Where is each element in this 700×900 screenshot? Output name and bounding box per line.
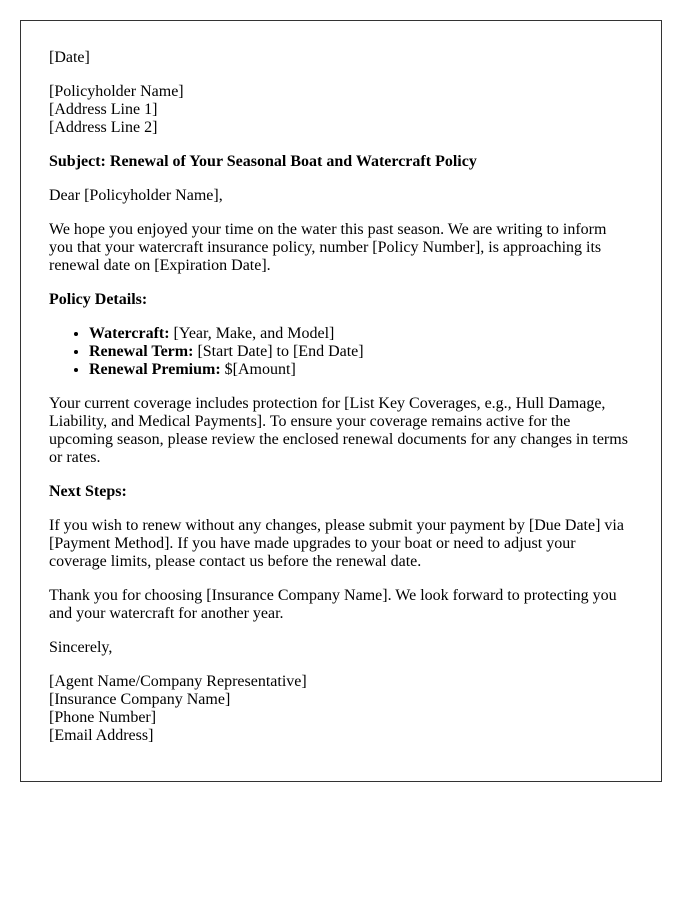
coverage-paragraph: Your current coverage includes protection for [List Key Coverages, e.g., Hull Damage, Liability, and Medical Payments]. To ensure your coverage remains active for the upcoming season, please review the enclosed renewal documents for any changes in terms or rates. — [49, 395, 628, 466]
detail-value: [Start Date] to [End Date] — [193, 343, 364, 360]
phone-number: [Phone Number] — [49, 709, 157, 726]
list-item — [89, 361, 632, 379]
detail-label: Watercraft: — [89, 325, 170, 342]
policy-details-heading: Policy Details: — [49, 291, 148, 308]
detail-label: Renewal Premium: — [89, 361, 221, 378]
list-item — [89, 325, 632, 343]
agent-name: [Agent Name/Company Representative] — [49, 673, 307, 690]
detail-value: [Year, Make, and Model] — [169, 325, 335, 342]
recipient-address — [49, 83, 632, 137]
list-item — [89, 343, 632, 361]
thanks-paragraph: Thank you for choosing [Insurance Company Name]. We look forward to protecting you and your watercraft for another year. — [49, 587, 617, 622]
company-name: [Insurance Company Name] — [49, 691, 231, 708]
recipient-name: [Policyholder Name] — [49, 83, 184, 100]
intro-paragraph: We hope you enjoyed your time on the water this past season. We are writing to inform you that your watercraft insurance policy, number [Policy Number], is approaching its renewal date on [Expiration Date]. — [49, 221, 607, 274]
salutation: Dear [Policyholder Name], — [49, 187, 223, 204]
letter — [20, 20, 662, 782]
next-steps-heading: Next Steps: — [49, 483, 127, 500]
closing: Sincerely, — [49, 639, 113, 656]
signature-block — [49, 673, 632, 745]
subject-line: Subject: Renewal of Your Seasonal Boat and Watercraft Policy — [49, 153, 477, 170]
date: [Date] — [49, 49, 90, 66]
address-line-1: [Address Line 1] — [49, 101, 158, 118]
address-line-2: [Address Line 2] — [49, 119, 158, 136]
detail-label: Renewal Term: — [89, 343, 194, 360]
policy-details-list — [49, 325, 632, 379]
detail-value: $[Amount] — [220, 361, 296, 378]
email-address: [Email Address] — [49, 727, 154, 744]
next-steps-paragraph: If you wish to renew without any changes, please submit your payment by [Due Date] via [Payment Method]. If you have made upgrades to your boat or need to adjust your coverage limits, please contact us before the renewal date. — [49, 517, 624, 570]
